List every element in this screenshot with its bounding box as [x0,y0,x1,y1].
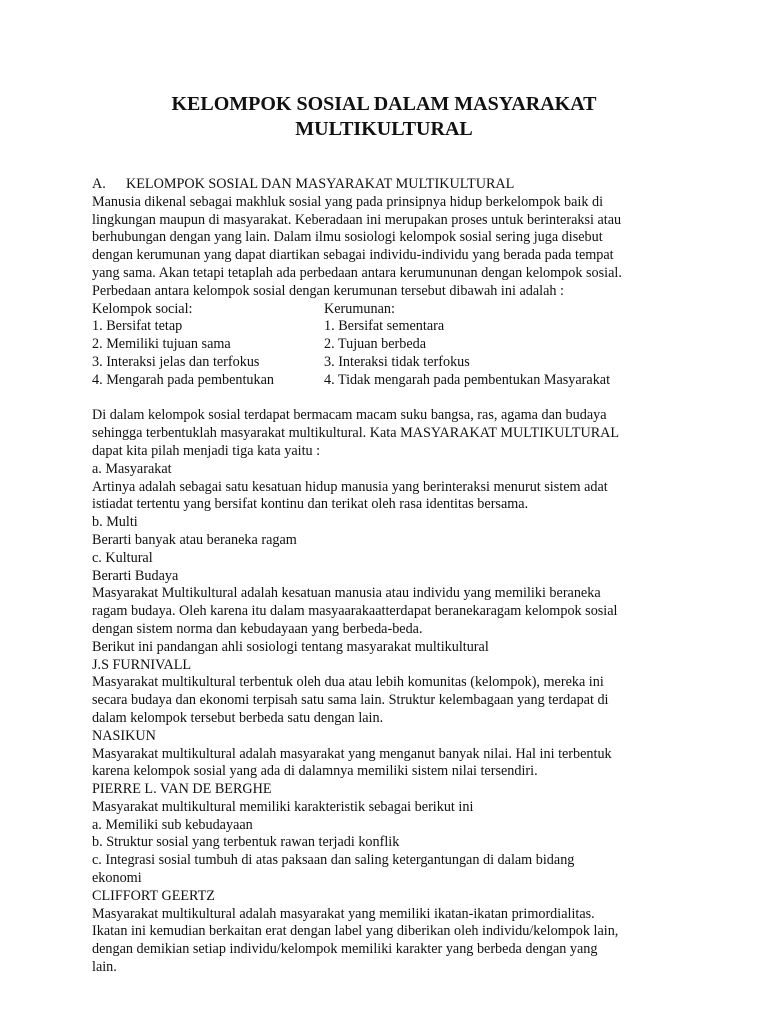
intro-line: yang sama. Akan tetapi tetaplah ada perbedaan antara kerumununan dengan kelompok sosial. [92,264,622,281]
body-line: secara budaya dan ekonomi terpisah satu sama lain. Struktur kelembagaan yang terdapat di [92,692,609,709]
body-line: J.S FURNIVALL [92,656,192,673]
comparison-left-item: 1. Bersifat tetap [92,318,183,335]
body-line: Berikut ini pandangan ahli sosiologi tentang masyarakat multikultural [92,638,489,655]
body-line: dapat kita pilah menjadi tiga kata yaitu : [92,442,321,459]
body-line: karena kelompok sosial yang ada di dalamnya memiliki sistem nilai tersendiri. [92,763,538,780]
comparison-right-item: 1. Bersifat sementara [324,318,445,335]
comparison-right-item: 4. Tidak mengarah pada pembentukan Masyarakat [324,371,611,388]
intro-line: Perbedaan antara kelompok sosial dengan kerumunan tersebut dibawah ini adalah : [92,282,564,299]
comparison-left-item: 2. Memiliki tujuan sama [92,336,231,353]
body-line: Masyarakat Multikultural adalah kesatuan manusia atau individu yang memiliki beraneka [92,585,601,602]
body-line: c. Kultural [92,549,153,566]
intro-paragraph [92,194,692,301]
kelompok-social-header: Kelompok social: [92,300,193,317]
body-line: Berarti Budaya [92,567,179,584]
intro-line: berhubungan dengan yang lain. Dalam ilmu sosiologi kelompok sosial sering juga disebut [92,229,603,246]
main-text [92,407,692,977]
comparison-list [92,301,692,390]
paragraph-spacer [92,390,692,408]
intro-line: lingkungan maupun di masyarakat. Keberadaan ini merupakan proses untuk berinteraksi atau [92,211,622,228]
body-line: Di dalam kelompok sosial terdapat bermacam macam suku bangsa, ras, agama dan budaya [92,407,607,424]
document-title [0,92,768,142]
comparison-right-item: 3. Interaksi tidak terfokus [324,353,470,370]
section-heading [92,176,692,194]
body-line: Masyarakat multikultural memiliki karakteristik sebagai berikut ini [92,798,474,815]
comparison-row [92,372,692,390]
title-line-2: MULTIKULTURAL [295,118,473,140]
kerumunan-header: Kerumunan: [324,300,395,317]
body-line: ragam budaya. Oleh karena itu dalam masyaarakaatterdapat beranekaragam kelompok sosial [92,603,618,620]
body-line: Ikatan ini kemudian berkaitan erat dengan label yang diberikan oleh individu/kelompok lain, [92,923,619,940]
body-line: ekonomi [92,870,142,887]
body-line: CLIFFORT GEERTZ [92,887,215,904]
body-line: c. Integrasi sosial tumbuh di atas paksaan dan saling ketergantungan di dalam bidang [92,852,575,869]
body-line: b. Struktur sosial yang terbentuk rawan terjadi konflik [92,834,400,851]
intro-line: Manusia dikenal sebagai makhluk sosial yang pada prinsipnya hidup berkelompok baik di [92,193,604,210]
body-line: Berarti banyak atau beraneka ragam [92,531,297,548]
comparison-header-row [92,301,692,319]
document-body [92,176,692,977]
body-line: a. Masyarakat [92,460,172,477]
body-line: dengan demikian setiap individu/kelompok memiliki karakter yang berbeda dengan yang [92,941,598,958]
intro-line: dengan kerumunan yang dapat diartikan sebagai individu-individu yang berada pada tempat [92,247,614,264]
body-line: Masyarakat multikultural adalah masyarakat yang menganut banyak nilai. Hal ini terbentuk [92,745,612,762]
body-line: dalam kelompok tersebut berbeda satu dengan lain. [92,709,384,726]
body-line: dengan sistem norma dan kebudayaan yang berbeda-beda. [92,620,423,637]
body-line: Masyarakat multikultural adalah masyarakat yang memiliki ikatan-ikatan primordialitas. [92,905,595,922]
comparison-row [92,354,692,372]
body-line: PIERRE L. VAN DE BERGHE [92,781,272,798]
comparison-left-item: 3. Interaksi jelas dan terfokus [92,353,260,370]
comparison-right-item: 2. Tujuan berbeda [324,336,427,353]
title-line-1: KELOMPOK SOSIAL DALAM MASYARAKAT [171,93,597,115]
comparison-left-item: 4. Mengarah pada pembentukan [92,371,275,388]
body-line: lain. [92,959,117,976]
section-number: A. [92,176,106,192]
body-line: sehingga terbentuklah masyarakat multikultural. Kata MASYARAKAT MULTIKULTURAL [92,425,620,442]
body-line: a. Memiliki sub kebudayaan [92,816,253,833]
body-line: NASIKUN [92,727,156,744]
body-line: b. Multi [92,514,138,531]
section-heading-text: KELOMPOK SOSIAL DAN MASYARAKAT MULTIKULTURAL [126,176,515,192]
body-line: istiadat tertentu yang bersifat kontinu dan terikat oleh rasa identitas bersama. [92,496,529,513]
comparison-row [92,336,692,354]
comparison-row [92,318,692,336]
body-line: Masyarakat multikultural terbentuk oleh dua atau lebih komunitas (kelompok), mereka ini [92,674,604,691]
body-line: Artinya adalah sebagai satu kesatuan hidup manusia yang berinteraksi menurut sistem adat [92,478,608,495]
